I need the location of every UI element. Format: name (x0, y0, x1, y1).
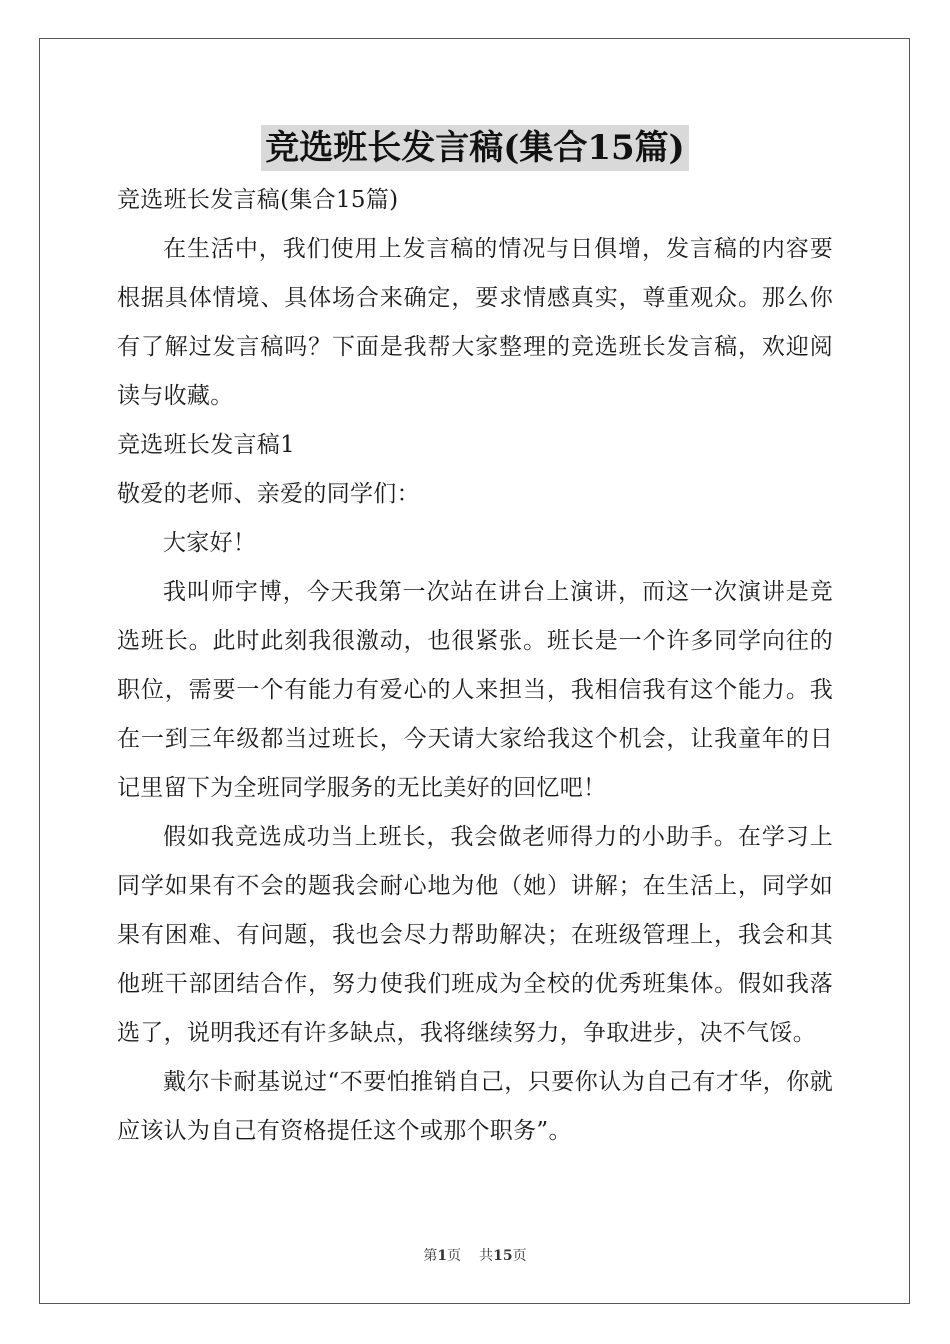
footer-total-number: 15 (493, 1248, 513, 1264)
paragraph-intro: 在生活中，我们使用上发言稿的情况与日俱增，发言稿的内容要根据具体情境、具体场合来确定，要求情感真实，尊重观众。那么你有了解过发言稿吗？下面是我帮大家整理的竞选班长发言稿，欢迎阅读与收藏。 (117, 236, 833, 409)
paragraph-salutation: 敬爱的老师、亲爱的同学们： (117, 481, 420, 507)
footer-page-prefix: 第 (423, 1248, 438, 1264)
paragraph-plan: 假如我竞选成功当上班长，我会做老师得力的小助手。在学习上同学如果有不会的题我会耐心地为他（她）讲解；在生活上，同学如果有困难、有问题，我也会尽力帮助解决；在班级管理上，我会和其他班干部团结合作，努力使我们班成为全校的优秀班集体。假如我落选了，说明我还有许多缺点，我将继续努力，争取进步，决不气馁。 (117, 824, 833, 1046)
title-container (0, 125, 950, 171)
footer-total-prefix: 共 (479, 1248, 494, 1264)
footer-page-suffix: 页 (447, 1248, 462, 1264)
paragraph-self-intro: 我叫师宇博，今天我第一次站在讲台上演讲，而这一次演讲是竞选班长。此时此刻我很激动，也很紧张。班长是一个许多同学向往的职位，需要一个有能力有爱心的人来担当，我相信我有这个能力。我在一到三年级都当过班长，今天请大家给我这个机会，让我童年的日记里留下为全班同学服务的无比美好的回忆吧！ (117, 579, 833, 801)
footer-total-suffix: 页 (512, 1248, 527, 1264)
paragraph-subtitle: 竞选班长发言稿(集合15篇) (117, 187, 399, 213)
paragraph-greeting: 大家好！ (163, 530, 257, 556)
document-title: 竞选班长发言稿(集合15篇) (261, 125, 689, 171)
document-body (117, 176, 833, 1156)
page-footer (0, 1246, 950, 1266)
section-heading: 竞选班长发言稿1 (117, 432, 296, 458)
paragraph-quote: 戴尔卡耐基说过“不要怕推销自己，只要你认为自己有才华，你就应该认为自己有资格提任这个或那个职务”。 (117, 1069, 833, 1144)
footer-page-number: 1 (437, 1248, 448, 1264)
